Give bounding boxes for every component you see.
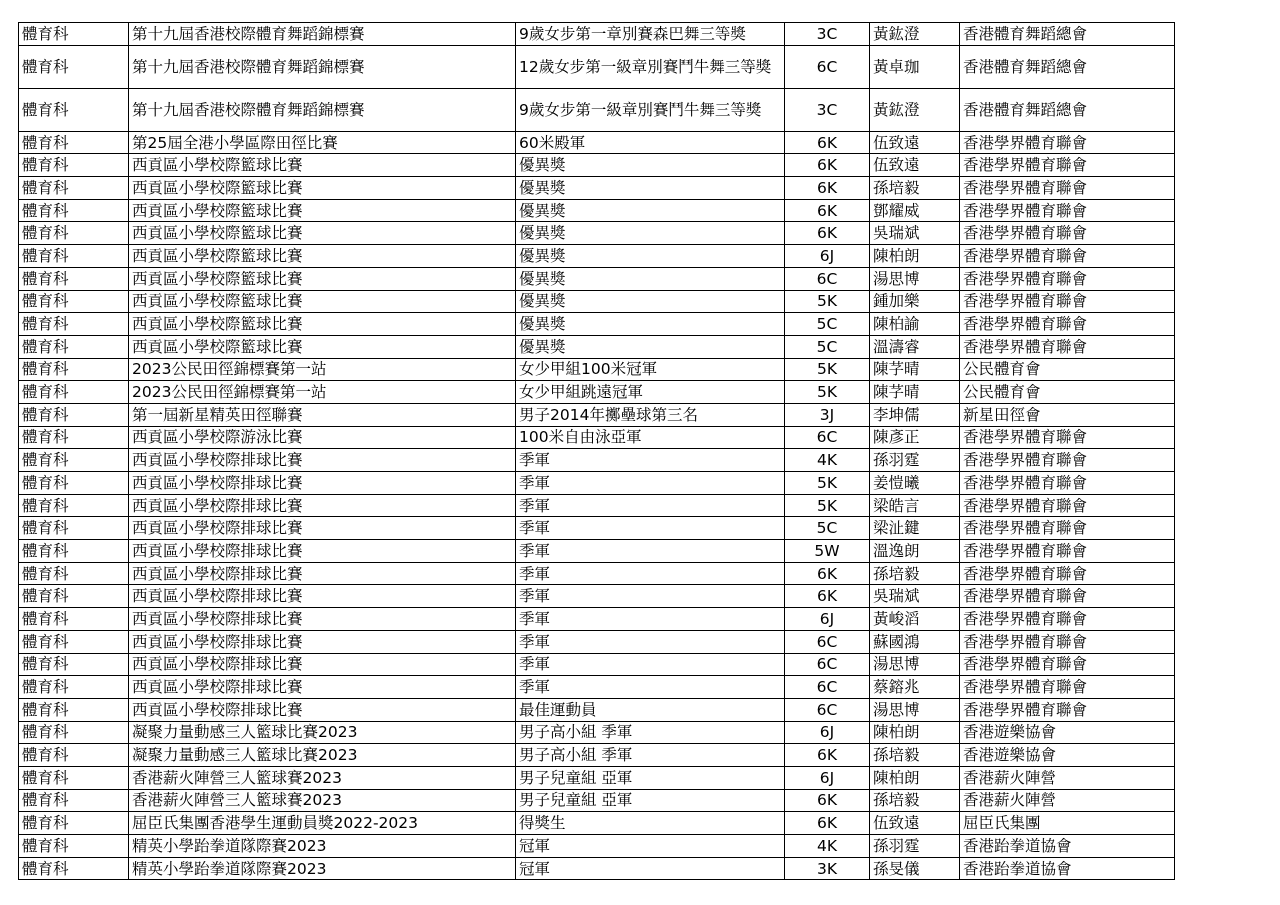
cell-event: 西貢區小學校際籃球比賽	[129, 199, 516, 222]
cell-event: 第十九屆香港校際體育舞蹈錦標賽	[129, 23, 516, 46]
cell-award: 優異獎	[516, 222, 785, 245]
cell-event: 西貢區小學校際游泳比賽	[129, 426, 516, 449]
cell-award: 男子兒童組 亞軍	[516, 789, 785, 812]
table-row	[19, 199, 1175, 222]
cell-award: 季軍	[516, 608, 785, 631]
cell-award: 女少甲組跳遠冠軍	[516, 381, 785, 404]
table-row	[19, 562, 1175, 585]
cell-subject: 體育科	[19, 562, 129, 585]
cell-student-name: 孫羽霆	[870, 449, 960, 472]
cell-award: 60米殿軍	[516, 131, 785, 154]
cell-organizer: 香港學界體育聯會	[960, 335, 1175, 358]
cell-class: 6C	[785, 630, 870, 653]
cell-student-name: 溫濤睿	[870, 335, 960, 358]
cell-award: 季軍	[516, 585, 785, 608]
cell-subject: 體育科	[19, 290, 129, 313]
cell-organizer: 香港學界體育聯會	[960, 245, 1175, 268]
cell-student-name: 吳瑞斌	[870, 222, 960, 245]
cell-award: 12歲女步第一級章別賽鬥牛舞三等獎	[516, 45, 785, 88]
table-row	[19, 812, 1175, 835]
cell-subject: 體育科	[19, 630, 129, 653]
cell-organizer: 香港遊樂協會	[960, 744, 1175, 767]
cell-organizer: 香港學界體育聯會	[960, 472, 1175, 495]
cell-subject: 體育科	[19, 676, 129, 699]
table-row	[19, 698, 1175, 721]
cell-event: 西貢區小學校際籃球比賽	[129, 222, 516, 245]
cell-event: 第十九屆香港校際體育舞蹈錦標賽	[129, 45, 516, 88]
cell-student-name: 陳彥正	[870, 426, 960, 449]
cell-subject: 體育科	[19, 721, 129, 744]
cell-student-name: 鄧耀威	[870, 199, 960, 222]
cell-organizer: 公民體育會	[960, 381, 1175, 404]
cell-organizer: 香港學界體育聯會	[960, 313, 1175, 336]
cell-class: 3C	[785, 88, 870, 131]
cell-class: 6K	[785, 222, 870, 245]
cell-student-name: 鍾加樂	[870, 290, 960, 313]
cell-student-name: 孫旻儀	[870, 857, 960, 880]
cell-class: 6J	[785, 245, 870, 268]
cell-student-name: 黃鈜澄	[870, 88, 960, 131]
cell-award: 男子高小組 季軍	[516, 721, 785, 744]
cell-class: 3K	[785, 857, 870, 880]
cell-student-name: 陳芓晴	[870, 358, 960, 381]
cell-event: 西貢區小學校際籃球比賽	[129, 290, 516, 313]
table-row	[19, 585, 1175, 608]
cell-subject: 體育科	[19, 540, 129, 563]
cell-award: 男子兒童組 亞軍	[516, 766, 785, 789]
cell-student-name: 湯思博	[870, 653, 960, 676]
cell-subject: 體育科	[19, 222, 129, 245]
cell-student-name: 陳柏朗	[870, 245, 960, 268]
cell-subject: 體育科	[19, 313, 129, 336]
cell-class: 5K	[785, 381, 870, 404]
cell-student-name: 梁沚鍵	[870, 517, 960, 540]
cell-event: 西貢區小學校際排球比賽	[129, 562, 516, 585]
cell-subject: 體育科	[19, 88, 129, 131]
cell-student-name: 孫羽霆	[870, 835, 960, 858]
cell-student-name: 孫培毅	[870, 744, 960, 767]
cell-organizer: 屈臣氏集團	[960, 812, 1175, 835]
cell-event: 西貢區小學校際排球比賽	[129, 540, 516, 563]
table-row	[19, 494, 1175, 517]
cell-organizer: 香港學界體育聯會	[960, 517, 1175, 540]
cell-event: 香港薪火陣營三人籃球賽2023	[129, 789, 516, 812]
cell-student-name: 湯思博	[870, 698, 960, 721]
cell-class: 6K	[785, 131, 870, 154]
cell-award: 季軍	[516, 562, 785, 585]
cell-event: 精英小學跆拳道隊際賽2023	[129, 857, 516, 880]
cell-organizer: 新星田徑會	[960, 403, 1175, 426]
cell-student-name: 陳柏朗	[870, 721, 960, 744]
cell-award: 9歲女步第一章別賽森巴舞三等獎	[516, 23, 785, 46]
cell-organizer: 香港學界體育聯會	[960, 426, 1175, 449]
cell-class: 6C	[785, 267, 870, 290]
cell-class: 5K	[785, 472, 870, 495]
table-row	[19, 835, 1175, 858]
cell-subject: 體育科	[19, 177, 129, 200]
cell-subject: 體育科	[19, 472, 129, 495]
cell-student-name: 黃峻滔	[870, 608, 960, 631]
table-row	[19, 676, 1175, 699]
cell-student-name: 李坤儒	[870, 403, 960, 426]
table-row	[19, 290, 1175, 313]
cell-award: 季軍	[516, 517, 785, 540]
cell-class: 5C	[785, 517, 870, 540]
table-row	[19, 222, 1175, 245]
cell-award: 季軍	[516, 540, 785, 563]
cell-award: 9歲女步第一級章別賽鬥牛舞三等獎	[516, 88, 785, 131]
cell-award: 季軍	[516, 472, 785, 495]
table-row	[19, 88, 1175, 131]
cell-subject: 體育科	[19, 494, 129, 517]
table-row	[19, 177, 1175, 200]
cell-organizer: 香港跆拳道協會	[960, 835, 1175, 858]
cell-subject: 體育科	[19, 245, 129, 268]
cell-subject: 體育科	[19, 766, 129, 789]
cell-class: 4K	[785, 835, 870, 858]
cell-award: 優異獎	[516, 267, 785, 290]
cell-subject: 體育科	[19, 857, 129, 880]
cell-organizer: 香港學界體育聯會	[960, 131, 1175, 154]
cell-class: 5K	[785, 494, 870, 517]
table-row	[19, 630, 1175, 653]
cell-award: 優異獎	[516, 199, 785, 222]
cell-award: 季軍	[516, 676, 785, 699]
cell-class: 5K	[785, 290, 870, 313]
cell-subject: 體育科	[19, 449, 129, 472]
cell-student-name: 伍致遠	[870, 812, 960, 835]
cell-event: 凝聚力量動感三人籃球比賽2023	[129, 744, 516, 767]
cell-organizer: 香港學界體育聯會	[960, 494, 1175, 517]
cell-event: 第一屆新星精英田徑聯賽	[129, 403, 516, 426]
cell-subject: 體育科	[19, 381, 129, 404]
cell-class: 5W	[785, 540, 870, 563]
cell-event: 西貢區小學校際排球比賽	[129, 630, 516, 653]
awards-table-body	[19, 23, 1175, 880]
cell-subject: 體育科	[19, 744, 129, 767]
cell-organizer: 香港跆拳道協會	[960, 857, 1175, 880]
table-row	[19, 403, 1175, 426]
cell-subject: 體育科	[19, 45, 129, 88]
cell-student-name: 蔡鎔兆	[870, 676, 960, 699]
table-row	[19, 154, 1175, 177]
table-row	[19, 335, 1175, 358]
cell-organizer: 香港學界體育聯會	[960, 199, 1175, 222]
cell-student-name: 孫培毅	[870, 789, 960, 812]
cell-event: 西貢區小學校際排球比賽	[129, 449, 516, 472]
cell-event: 第十九屆香港校際體育舞蹈錦標賽	[129, 88, 516, 131]
cell-class: 6K	[785, 154, 870, 177]
cell-award: 100米自由泳亞軍	[516, 426, 785, 449]
cell-subject: 體育科	[19, 199, 129, 222]
cell-award: 男子高小組 季軍	[516, 744, 785, 767]
cell-class: 5C	[785, 335, 870, 358]
cell-subject: 體育科	[19, 585, 129, 608]
cell-organizer: 香港學界體育聯會	[960, 222, 1175, 245]
cell-class: 6K	[785, 744, 870, 767]
cell-event: 西貢區小學校際排球比賽	[129, 472, 516, 495]
cell-organizer: 香港遊樂協會	[960, 721, 1175, 744]
table-row	[19, 653, 1175, 676]
table-row	[19, 449, 1175, 472]
cell-subject: 體育科	[19, 131, 129, 154]
cell-event: 2023公民田徑錦標賽第一站	[129, 358, 516, 381]
cell-organizer: 香港學界體育聯會	[960, 540, 1175, 563]
cell-class: 6C	[785, 676, 870, 699]
cell-event: 2023公民田徑錦標賽第一站	[129, 381, 516, 404]
cell-student-name: 湯思博	[870, 267, 960, 290]
cell-student-name: 梁皓言	[870, 494, 960, 517]
cell-class: 6K	[785, 812, 870, 835]
table-row	[19, 608, 1175, 631]
cell-event: 西貢區小學校際籃球比賽	[129, 335, 516, 358]
cell-award: 優異獎	[516, 245, 785, 268]
cell-organizer: 公民體育會	[960, 358, 1175, 381]
cell-award: 季軍	[516, 653, 785, 676]
cell-organizer: 香港學界體育聯會	[960, 449, 1175, 472]
cell-class: 6K	[785, 199, 870, 222]
cell-event: 西貢區小學校際排球比賽	[129, 585, 516, 608]
cell-student-name: 伍致遠	[870, 154, 960, 177]
cell-organizer: 香港學界體育聯會	[960, 630, 1175, 653]
table-row	[19, 789, 1175, 812]
cell-subject: 體育科	[19, 517, 129, 540]
cell-event: 第25屆全港小學區際田徑比賽	[129, 131, 516, 154]
cell-award: 冠軍	[516, 857, 785, 880]
cell-student-name: 伍致遠	[870, 131, 960, 154]
cell-award: 優異獎	[516, 154, 785, 177]
cell-award: 優異獎	[516, 290, 785, 313]
cell-event: 西貢區小學校際籃球比賽	[129, 245, 516, 268]
cell-subject: 體育科	[19, 403, 129, 426]
cell-student-name: 黃卓珈	[870, 45, 960, 88]
cell-subject: 體育科	[19, 335, 129, 358]
cell-class: 6J	[785, 608, 870, 631]
cell-event: 凝聚力量動感三人籃球比賽2023	[129, 721, 516, 744]
cell-organizer: 香港體育舞蹈總會	[960, 45, 1175, 88]
cell-class: 3C	[785, 23, 870, 46]
table-row	[19, 426, 1175, 449]
table-row	[19, 472, 1175, 495]
cell-award: 季軍	[516, 630, 785, 653]
cell-organizer: 香港學界體育聯會	[960, 290, 1175, 313]
cell-award: 最佳運動員	[516, 698, 785, 721]
cell-subject: 體育科	[19, 812, 129, 835]
cell-student-name: 蘇國鴻	[870, 630, 960, 653]
cell-student-name: 黃鈜澄	[870, 23, 960, 46]
cell-organizer: 香港學界體育聯會	[960, 608, 1175, 631]
cell-organizer: 香港學界體育聯會	[960, 653, 1175, 676]
cell-class: 6K	[785, 585, 870, 608]
cell-organizer: 香港學界體育聯會	[960, 267, 1175, 290]
cell-subject: 體育科	[19, 23, 129, 46]
cell-student-name: 姜愷曦	[870, 472, 960, 495]
cell-organizer: 香港學界體育聯會	[960, 676, 1175, 699]
cell-subject: 體育科	[19, 835, 129, 858]
table-row	[19, 131, 1175, 154]
cell-subject: 體育科	[19, 267, 129, 290]
cell-award: 男子2014年擲壘球第三名	[516, 403, 785, 426]
cell-event: 西貢區小學校際排球比賽	[129, 608, 516, 631]
cell-class: 5K	[785, 358, 870, 381]
cell-student-name: 陳芓晴	[870, 381, 960, 404]
cell-class: 6J	[785, 721, 870, 744]
cell-event: 香港薪火陣營三人籃球賽2023	[129, 766, 516, 789]
cell-event: 西貢區小學校際排球比賽	[129, 698, 516, 721]
cell-award: 冠軍	[516, 835, 785, 858]
cell-event: 精英小學跆拳道隊際賽2023	[129, 835, 516, 858]
cell-class: 6C	[785, 45, 870, 88]
table-row	[19, 267, 1175, 290]
cell-student-name: 陳柏朗	[870, 766, 960, 789]
cell-class: 6K	[785, 562, 870, 585]
table-row	[19, 381, 1175, 404]
cell-class: 6C	[785, 698, 870, 721]
cell-award: 季軍	[516, 449, 785, 472]
cell-subject: 體育科	[19, 698, 129, 721]
cell-student-name: 孫培毅	[870, 177, 960, 200]
cell-class: 6C	[785, 426, 870, 449]
cell-subject: 體育科	[19, 653, 129, 676]
table-row	[19, 313, 1175, 336]
table-row	[19, 358, 1175, 381]
cell-class: 6C	[785, 653, 870, 676]
cell-organizer: 香港學界體育聯會	[960, 154, 1175, 177]
table-row	[19, 766, 1175, 789]
cell-subject: 體育科	[19, 358, 129, 381]
cell-award: 優異獎	[516, 177, 785, 200]
cell-class: 6K	[785, 177, 870, 200]
table-row	[19, 540, 1175, 563]
table-row	[19, 744, 1175, 767]
cell-organizer: 香港學界體育聯會	[960, 585, 1175, 608]
cell-organizer: 香港體育舞蹈總會	[960, 23, 1175, 46]
cell-student-name: 陳柏諭	[870, 313, 960, 336]
cell-organizer: 香港薪火陣營	[960, 789, 1175, 812]
cell-student-name: 孫培毅	[870, 562, 960, 585]
cell-award: 女少甲組100米冠軍	[516, 358, 785, 381]
cell-event: 西貢區小學校際排球比賽	[129, 494, 516, 517]
cell-subject: 體育科	[19, 154, 129, 177]
cell-class: 3J	[785, 403, 870, 426]
cell-award: 優異獎	[516, 313, 785, 336]
cell-event: 西貢區小學校際排球比賽	[129, 517, 516, 540]
cell-class: 4K	[785, 449, 870, 472]
cell-organizer: 香港體育舞蹈總會	[960, 88, 1175, 131]
table-row	[19, 857, 1175, 880]
cell-organizer: 香港薪火陣營	[960, 766, 1175, 789]
cell-award: 季軍	[516, 494, 785, 517]
cell-event: 西貢區小學校際籃球比賽	[129, 313, 516, 336]
awards-table	[18, 22, 1175, 880]
table-row	[19, 517, 1175, 540]
table-row	[19, 45, 1175, 88]
table-row	[19, 245, 1175, 268]
cell-student-name: 吳瑞斌	[870, 585, 960, 608]
cell-organizer: 香港學界體育聯會	[960, 562, 1175, 585]
cell-event: 西貢區小學校際籃球比賽	[129, 154, 516, 177]
cell-event: 西貢區小學校際籃球比賽	[129, 177, 516, 200]
cell-subject: 體育科	[19, 426, 129, 449]
cell-student-name: 溫逸朗	[870, 540, 960, 563]
table-row	[19, 23, 1175, 46]
cell-award: 優異獎	[516, 335, 785, 358]
cell-award: 得獎生	[516, 812, 785, 835]
table-row	[19, 721, 1175, 744]
cell-class: 5C	[785, 313, 870, 336]
cell-event: 西貢區小學校際排球比賽	[129, 653, 516, 676]
cell-organizer: 香港學界體育聯會	[960, 698, 1175, 721]
cell-class: 6K	[785, 789, 870, 812]
cell-subject: 體育科	[19, 608, 129, 631]
cell-subject: 體育科	[19, 789, 129, 812]
cell-class: 6J	[785, 766, 870, 789]
cell-event: 屈臣氏集團香港學生運動員獎2022-2023	[129, 812, 516, 835]
cell-organizer: 香港學界體育聯會	[960, 177, 1175, 200]
cell-event: 西貢區小學校際排球比賽	[129, 676, 516, 699]
cell-event: 西貢區小學校際籃球比賽	[129, 267, 516, 290]
